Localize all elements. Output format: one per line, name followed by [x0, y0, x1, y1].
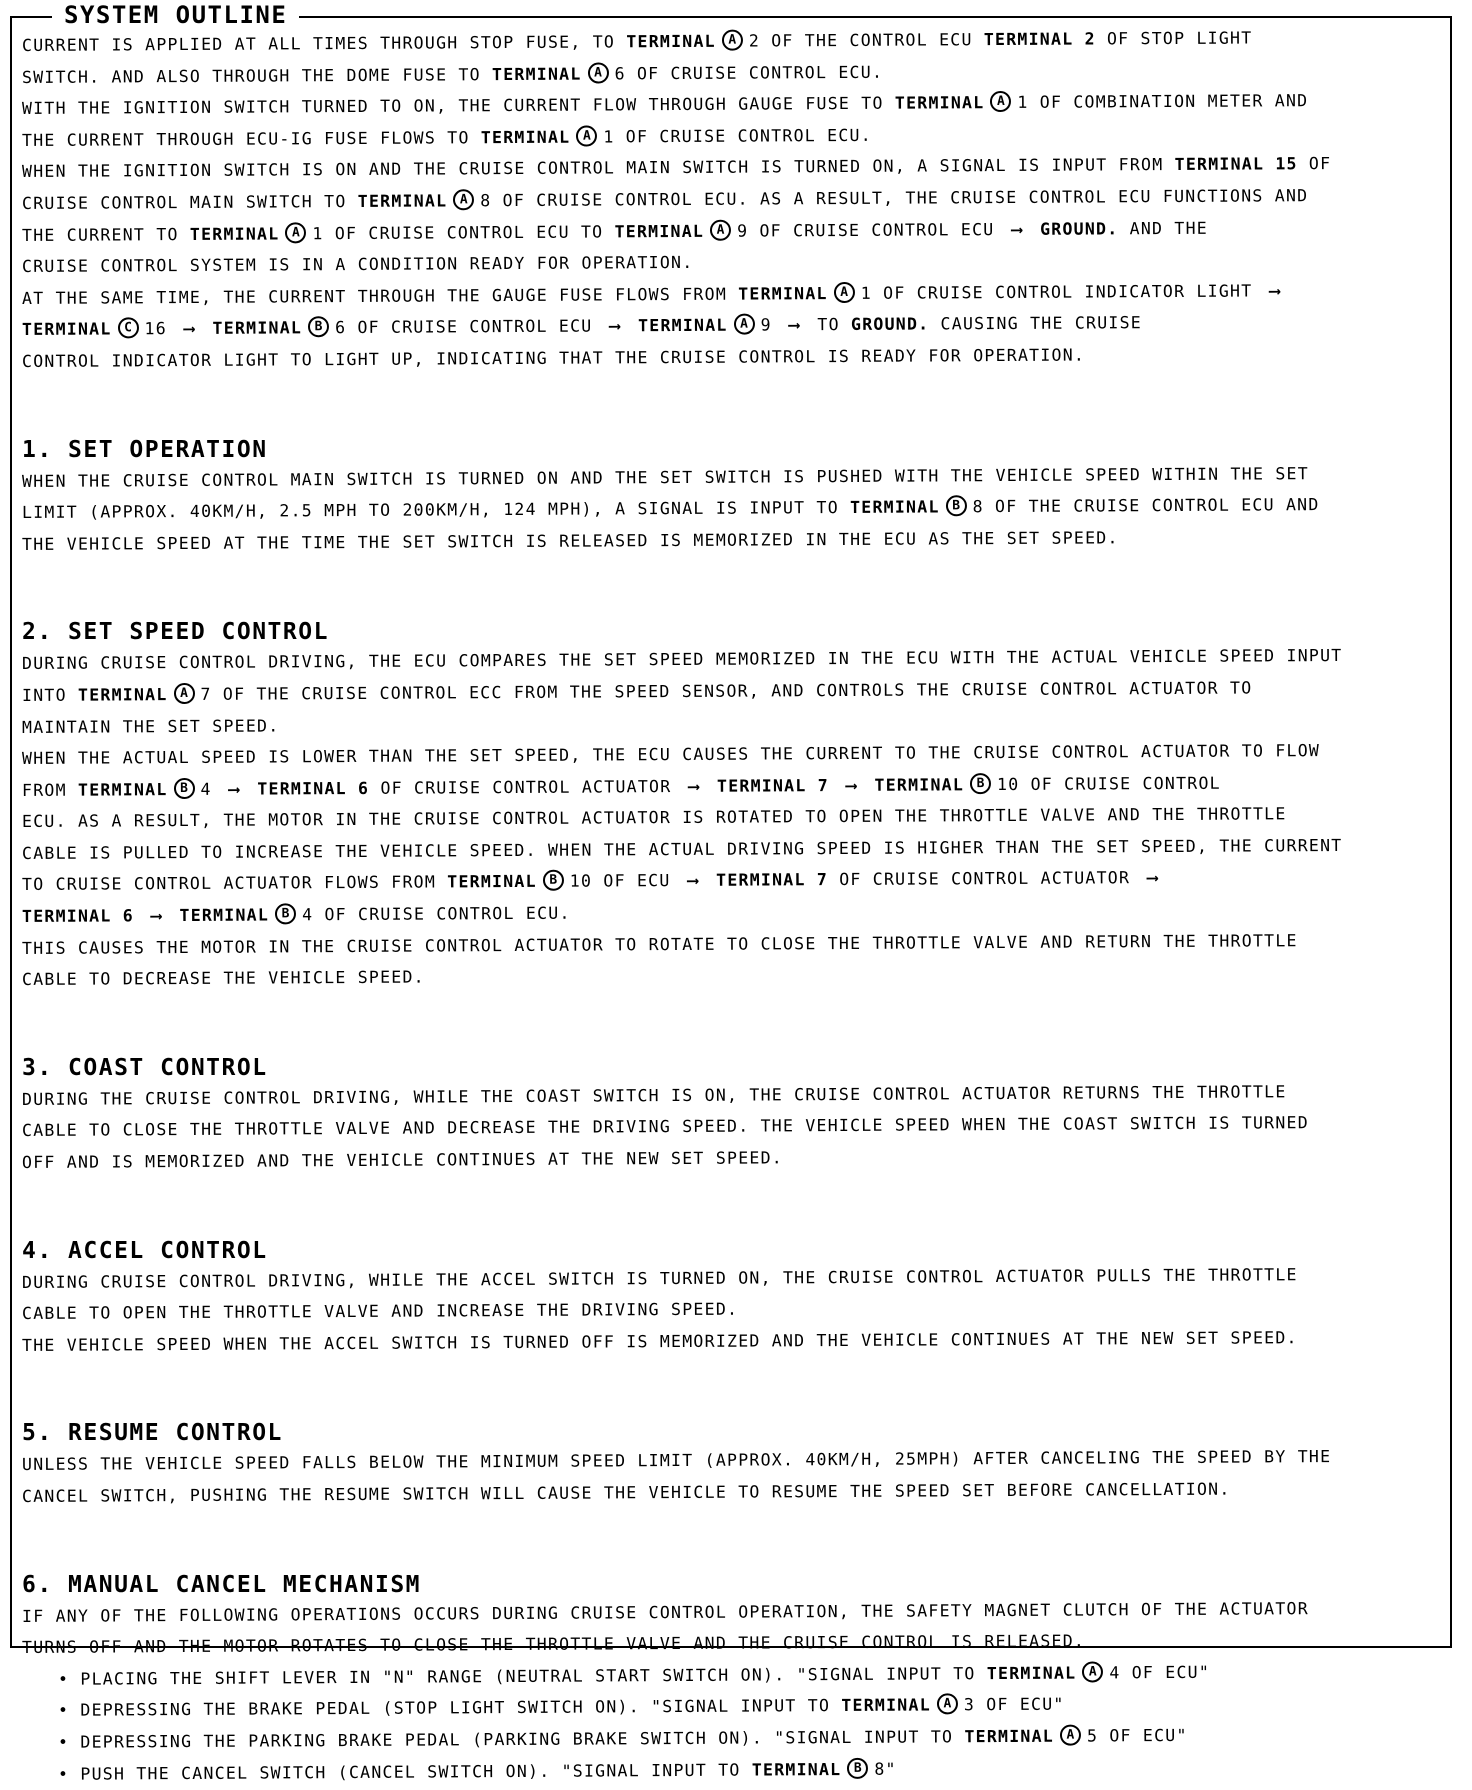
terminal-label: TERMINAL [894, 93, 985, 113]
text-span: DURING THE CRUISE CONTROL DRIVING, WHILE THE COAST SWITCH IS ON, THE CRUISE CONTROL ACTUATOR RETURNS THE THROTTLE [21, 1082, 1287, 1109]
text-span: 10 OF ECU [569, 871, 671, 892]
text-span: • DEPRESSING THE PARKING BRAKE PEDAL (PARKING BRAKE SWITCH ON). "SIGNAL INPUT TO [57, 1727, 954, 1752]
text-span: DURING CRUISE CONTROL DRIVING, WHILE THE ACCEL SWITCH IS TURNED ON, THE CRUISE CONTROL ACTUATOR PULLS THE THROTTLE [21, 1264, 1298, 1292]
text-span: SWITCH. AND ALSO THROUGH THE DOME FUSE TO [21, 64, 481, 87]
section-set-operation [22, 434, 1434, 561]
connector-c-symbol: C [117, 318, 138, 339]
connector-b-symbol: B [847, 1757, 868, 1778]
text-span: 1 OF CRUISE CONTROL ECU. [603, 125, 872, 147]
terminal-label: TERMINAL [986, 1663, 1077, 1683]
terminal-label: TERMINAL [626, 31, 716, 52]
arrow-icon: ⟶ [688, 776, 700, 796]
arrow-icon: ⟶ [609, 316, 621, 336]
terminal-label: TERMINAL [357, 191, 448, 211]
text-span: 4 OF ECU" [1109, 1662, 1211, 1683]
text-span: 6 OF CRUISE CONTROL ECU [334, 316, 593, 338]
connector-b-symbol: B [946, 495, 967, 516]
text-span: CABLE IS PULLED TO INCREASE THE VEHICLE SPEED. WHEN THE ACTUAL DRIVING SPEED IS HIGHER THAN THE SET SPEED, THE CURRENT [21, 835, 1343, 863]
connector-a-symbol: A [722, 30, 743, 51]
connector-a-symbol: A [710, 219, 731, 240]
text-span: THE VEHICLE SPEED WHEN THE ACCEL SWITCH IS TURNED OFF IS MEMORIZED AND THE VEHICLE CONTINUES AT THE NEW SET SPEED. [21, 1328, 1298, 1355]
terminal-label: TERMINAL [738, 283, 828, 304]
section-heading: 1. SET OPERATION [22, 436, 268, 463]
arrow-icon: ⟶ [788, 315, 801, 335]
text-span: MAINTAIN THE SET SPEED. [21, 715, 280, 737]
outline-section [22, 30, 1434, 378]
text-span: CABLE TO OPEN THE THROTTLE VALVE AND INCREASE THE DRIVING SPEED. [21, 1299, 739, 1324]
terminal-label: TERMINAL 6 [257, 778, 370, 799]
connector-a-symbol: A [285, 222, 306, 243]
text-span: TURNS OFF AND THE MOTOR ROTATES TO CLOSE THE THROTTLE VALVE AND THE CRUISE CONTROL IS RELEASED. [21, 1631, 1086, 1658]
terminal-label: TERMINAL [637, 316, 728, 336]
connector-a-symbol: A [990, 91, 1011, 112]
terminal-label: TERMINAL [77, 779, 168, 800]
text-span: 2 OF THE CONTROL ECU [748, 30, 973, 51]
text-span: CRUISE CONTROL MAIN SWITCH TO [21, 191, 347, 213]
terminal-label: TERMINAL [964, 1726, 1055, 1747]
text-span: 6 OF CRUISE CONTROL ECU. [614, 62, 884, 83]
text-span: WHEN THE IGNITION SWITCH IS ON AND THE CRUISE CONTROL MAIN SWITCH IS TURNED ON, A SIGNAL IS INPUT FROM [21, 155, 1164, 182]
terminal-label: TERMINAL 2 [983, 29, 1096, 50]
text-span: CABLE TO DECREASE THE VEHICLE SPEED. [21, 967, 425, 990]
text-span: OF CRUISE CONTROL ACTUATOR [380, 776, 672, 798]
connector-a-symbol: A [587, 62, 608, 83]
connector-b-symbol: B [275, 903, 296, 924]
section-heading: 2. SET SPEED CONTROL [22, 619, 329, 646]
terminal-label: TERMINAL [447, 872, 537, 892]
terminal-label: TERMINAL 7 [716, 870, 829, 891]
terminal-label: TERMINAL 6 [21, 906, 134, 927]
text-span: THE CURRENT TO [21, 224, 179, 245]
text-span: CAUSING THE CRUISE [940, 313, 1143, 334]
text-span: • DEPRESSING THE BRAKE PEDAL (STOP LIGHT SWITCH ON). "SIGNAL INPUT TO [57, 1696, 831, 1721]
connector-a-symbol: A [1082, 1661, 1103, 1682]
text-span: ECU. AS A RESULT, THE MOTOR IN THE CRUISE CONTROL ACTUATOR IS ROTATED TO OPEN THE THROTTLE VALVE AND THE THROTTLE [21, 804, 1287, 832]
terminal-label: TERMINAL [212, 318, 303, 339]
arrow-icon: ⟶ [228, 779, 241, 799]
text-span: WITH THE IGNITION SWITCH TURNED TO ON, THE CURRENT FLOW THROUGH GAUGE FUSE TO [21, 93, 884, 119]
text-span: OF CRUISE CONTROL ACTUATOR [839, 868, 1131, 890]
text-span: INTO [21, 685, 67, 705]
text-span: DURING CRUISE CONTROL DRIVING, THE ECU COMPARES THE SET SPEED MEMORIZED IN THE ECU WITH THE ACTUAL VEHICLE SPEED INPUT [21, 646, 1343, 674]
text-span: 5 OF ECU" [1086, 1725, 1188, 1746]
arrow-icon: ⟶ [1011, 219, 1023, 239]
text-span: TO [817, 315, 840, 335]
terminal-label: TERMINAL 15 [1174, 154, 1298, 175]
text-span: THE VEHICLE SPEED AT THE TIME THE SET SWITCH IS RELEASED IS MEMORIZED IN THE ECU AS THE SET SPEED. [21, 528, 1119, 554]
section-heading: 6. MANUAL CANCEL MECHANISM [22, 1571, 422, 1598]
page-title: SYSTEM OUTLINE [52, 0, 299, 30]
text-span: CABLE TO CLOSE THE THROTTLE VALVE AND DECREASE THE DRIVING SPEED. THE VEHICLE SPEED WHEN THE COAST SWITCH IS TURNED [21, 1113, 1309, 1141]
section-coast-control [22, 1052, 1434, 1179]
text-span: 8" [874, 1759, 897, 1779]
section-heading: 4. ACCEL CONTROL [22, 1237, 268, 1264]
section-set-speed-control [22, 616, 1434, 996]
section-accel-control [22, 1235, 1434, 1362]
section-manual-cancel [22, 1569, 1434, 1790]
text-span: 1 OF COMBINATION METER AND [1017, 91, 1309, 113]
connector-a-symbol: A [173, 683, 194, 704]
text-span: CANCEL SWITCH, PUSHING THE RESUME SWITCH WILL CAUSE THE VEHICLE TO RESUME THE SPEED SET BEFORE CANCELLATION. [21, 1479, 1231, 1506]
text-span: 4 [200, 779, 212, 799]
text-span: 3 OF ECU" [963, 1695, 1065, 1715]
connector-a-symbol: A [937, 1694, 958, 1715]
terminal-label: TERMINAL [850, 497, 940, 518]
text-span: 16 [144, 319, 167, 339]
arrow-icon: ⟶ [1147, 868, 1159, 888]
text-span: WHEN THE CRUISE CONTROL MAIN SWITCH IS TURNED ON AND THE SET SWITCH IS PUSHED WITH THE VEHICLE SPEED WITHIN THE SET [21, 463, 1309, 491]
connector-a-symbol: A [453, 189, 474, 210]
arrow-icon: ⟶ [846, 775, 858, 795]
ground-label: GROUND. [1040, 218, 1119, 239]
text-span: FROM [21, 780, 67, 800]
terminal-label: TERMINAL 7 [716, 775, 829, 796]
text-span: 1 OF CRUISE CONTROL INDICATOR LIGHT [860, 281, 1253, 303]
section-heading: 3. COAST CONTROL [22, 1054, 268, 1081]
terminal-label: TERMINAL [21, 319, 112, 340]
text-span: 1 OF CRUISE CONTROL ECU TO [312, 222, 604, 243]
text-span: THE CURRENT THROUGH ECU-IG FUSE FLOWS TO [21, 128, 470, 150]
connector-b-symbol: B [970, 773, 991, 794]
connector-a-symbol: A [1060, 1725, 1081, 1746]
arrow-icon: ⟶ [151, 906, 163, 926]
text-span: IF ANY OF THE FOLLOWING OPERATIONS OCCURS DURING CRUISE CONTROL OPERATION, THE SAFETY MAGNET CLUTCH OF THE ACTUATOR [21, 1598, 1309, 1626]
ground-label: GROUND. [850, 314, 930, 335]
text-span: CONTROL INDICATOR LIGHT TO LIGHT UP, INDICATING THAT THE CRUISE CONTROL IS READY FOR OPERATION. [21, 345, 1086, 371]
connector-b-symbol: B [308, 316, 329, 337]
text-span: • PUSH THE CANCEL SWITCH (CANCEL SWITCH ON). "SIGNAL INPUT TO [57, 1760, 741, 1784]
text-span: 4 OF CRUISE CONTROL ECU. [301, 903, 571, 925]
terminal-label: TERMINAL [179, 905, 270, 926]
arrow-icon: ⟶ [1269, 281, 1281, 301]
text-span: LIMIT (APPROX. 40KM/H, 2.5 MPH TO 200KM/H, 124 MPH), A SIGNAL IS INPUT TO [21, 498, 839, 523]
section-resume-control [22, 1417, 1434, 1512]
text-span: OFF AND IS MEMORIZED AND THE VEHICLE CONTINUES AT THE NEW SET SPEED. [21, 1148, 783, 1173]
connector-a-symbol: A [576, 125, 597, 146]
text-span: 9 OF CRUISE CONTROL ECU [737, 219, 995, 241]
arrow-icon: ⟶ [184, 319, 196, 339]
text-span: CURRENT IS APPLIED AT ALL TIMES THROUGH STOP FUSE, TO [21, 32, 616, 55]
terminal-label: TERMINAL [874, 774, 965, 795]
text-span: OF STOP LIGHT [1106, 28, 1253, 49]
text-span: TO CRUISE CONTROL ACTUATOR FLOWS FROM [21, 872, 437, 895]
terminal-label: TERMINAL [841, 1695, 931, 1716]
text-span: OF [1308, 154, 1332, 174]
connector-a-symbol: A [734, 314, 755, 335]
terminal-label: TERMINAL [480, 127, 571, 147]
connector-b-symbol: B [543, 870, 564, 891]
connector-b-symbol: B [173, 778, 194, 799]
text-span: 10 OF CRUISE CONTROL [996, 773, 1221, 794]
text-span: UNLESS THE VEHICLE SPEED FALLS BELOW THE MINIMUM SPEED LIMIT (APPROX. 40KM/H, 25MPH) AFTER CANCELING THE SPEED BY THE [21, 1447, 1332, 1475]
text-span: 8 OF THE CRUISE CONTROL ECU AND [972, 495, 1320, 517]
arrow-icon: ⟶ [687, 871, 699, 891]
text-span: AT THE SAME TIME, THE CURRENT THROUGH THE GAUGE FUSE FLOWS FROM [21, 284, 728, 308]
connector-a-symbol: A [834, 282, 855, 303]
text-span: 8 OF CRUISE CONTROL ECU. AS A RESULT, THE CRUISE CONTROL ECU FUNCTIONS AND [480, 186, 1309, 211]
document-body [22, 28, 1434, 1790]
section-heading: 5. RESUME CONTROL [22, 1420, 283, 1447]
text-span: • PLACING THE SHIFT LEVER IN "N" RANGE (NEUTRAL START SWITCH ON). "SIGNAL INPUT TO [57, 1663, 976, 1689]
terminal-label: TERMINAL [77, 685, 168, 705]
terminal-label: TERMINAL [614, 221, 705, 241]
terminal-label: TERMINAL [751, 1759, 842, 1780]
terminal-label: TERMINAL [491, 64, 582, 84]
text-span: 7 OF THE CRUISE CONTROL ECC FROM THE SPEED SENSOR, AND CONTROLS THE CRUISE CONTROL ACTUATOR TO [200, 678, 1253, 704]
text-span: AND THE [1129, 218, 1209, 238]
text-span: THIS CAUSES THE MOTOR IN THE CRUISE CONTROL ACTUATOR TO ROTATE TO CLOSE THE THROTTLE VALVE AND RETURN THE THROTTLE [21, 930, 1298, 958]
text-span: WHEN THE ACTUAL SPEED IS LOWER THAN THE SET SPEED, THE ECU CAUSES THE CURRENT TO THE CRUISE CONTROL ACTUATOR TO FLOW [21, 741, 1321, 769]
text-span: CRUISE CONTROL SYSTEM IS IN A CONDITION READY FOR OPERATION. [21, 253, 694, 277]
terminal-label: TERMINAL [189, 223, 280, 244]
text-span: 9 [760, 315, 772, 335]
